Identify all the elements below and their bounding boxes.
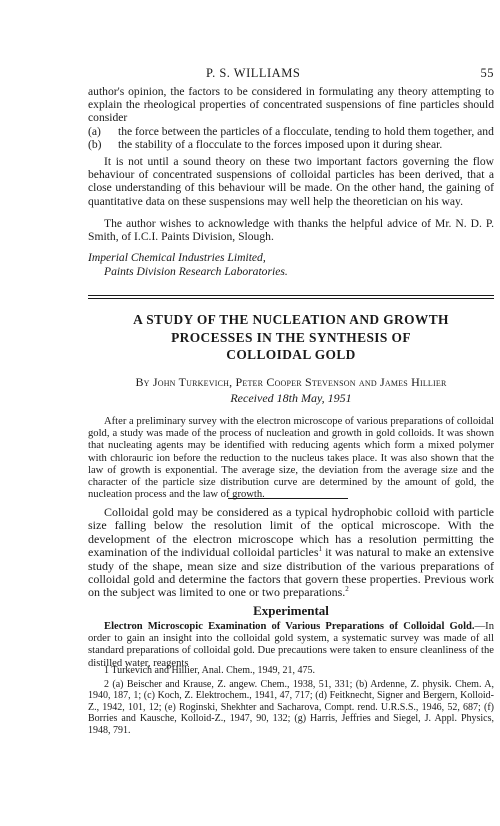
experimental-text: Electron Microscopic Examination of Various Preparations of Colloidal Gold.—In order to gain an insight into the colloidal gold system, a systematic survey was made of all standard preparations of colloidal gold. Due precautions were taken to ensure cleanliness of the distilled water, reagents	[88, 621, 494, 669]
list-item-a: (a) the force between the particles of a flocculate, tending to hold them together, and	[88, 124, 494, 138]
acknowledgement: The author wishes to acknowledge with thanks the helpful advice of Mr. N. D. P. Smith, of I.C.I. Paints Division, Slough.	[88, 216, 494, 244]
article-title: A STUDY OF THE NUCLEATION AND GROWTH PROCESSES IN THE SYNTHESIS OF COLLOIDAL GOLD	[133, 312, 449, 363]
subsection-heading: Electron Microscopic Examination of Various Preparations of Colloidal Gold.	[104, 621, 475, 632]
abstract: After a preliminary survey with the electron microscope of various preparations of colloidal gold, a study was made of the process of nucleation and growth in gold colloids. It was shown that nucleating agents may be identified with reducing agents which form a mixed polymer with chlorauric ion before the reduction to the nucleus takes place. It was also shown that the law of growth is exponential. The average size, the deviation from the average size and the character of the particle size distribution curve are determined by the amount of gold, the nucleation process and the law of growth.	[88, 416, 494, 501]
footnote-2: 2 (a) Beischer and Krause, Z. angew. Chem., 1938, 51, 331; (b) Ardenne, Z. physik. Chem. A, 1940, 187, 1; (c) Koch, Z. Elektrochem., 1941, 47, 717; (d) Feitknecht, Signer and Bergern, Kolloid-Z., 1942, 101, 12; (e) Roginski, Shekhter and Sacharova, Compt. rend. U.R.S.S., 1946, 52, 687; (f) Borries and Kausche, Kolloid-Z., 1947, 90, 132; (g) Harris, Jeffries and Siegel, J. Appl. Physics, 1948, 791.	[88, 678, 494, 736]
introduction: Colloidal gold may be considered as a typical hydrophobic colloid with particle size falling below the resolution limit of the optical microscope. With the development of the electron microscope which has a resolution permitting the examination of the individual colloidal particles$^1$ it was natural to make an extensive study of the shape, mean size and size distribution of the various preparations of colloidal gold and determine the factors that govern these properties. Previous work on the subject was limited to one or two preparations.$^2$	[88, 505, 495, 600]
footnotes	[88, 665, 494, 737]
section-divider-top	[88, 295, 494, 296]
running-header	[88, 66, 494, 82]
previous-article-text	[88, 85, 494, 278]
section-divider-bottom	[88, 298, 494, 299]
list-item-b: (b) the stability of a flocculate to the forces imposed upon it during shear.	[88, 137, 443, 151]
abstract-rule	[228, 498, 348, 499]
footnote-1: 1 Turkevich and Hillier, Anal. Chem., 1949, 21, 475.	[104, 665, 315, 676]
page-number: 55	[480, 66, 494, 80]
previous-article-intro: author's opinion, the factors to be considered in formulating any theory attempting to explain the rheological properties of concentrated suspensions of fine particles should consider	[88, 85, 494, 125]
received-date: Received 18th May, 1951	[230, 391, 352, 405]
article-authors: By John Turkevich, Peter Cooper Stevenson and James Hillier	[135, 375, 447, 389]
running-header-author: P. S. WILLIAMS	[206, 66, 301, 80]
section-heading-experimental: Experimental	[253, 603, 329, 618]
affiliation: Imperial Chemical Industries Limited, Paints Division Research Laboratories.	[88, 251, 288, 278]
previous-article-conclusion: It is not until a sound theory on these two important factors governing the flow behaviour of concentrated suspensions of colloidal particles has been derived, that a close understanding of this behaviour will be made. On the other hand, the gaining of quantitative data on these suspensions may well help the theoretician on his way.	[88, 155, 494, 208]
